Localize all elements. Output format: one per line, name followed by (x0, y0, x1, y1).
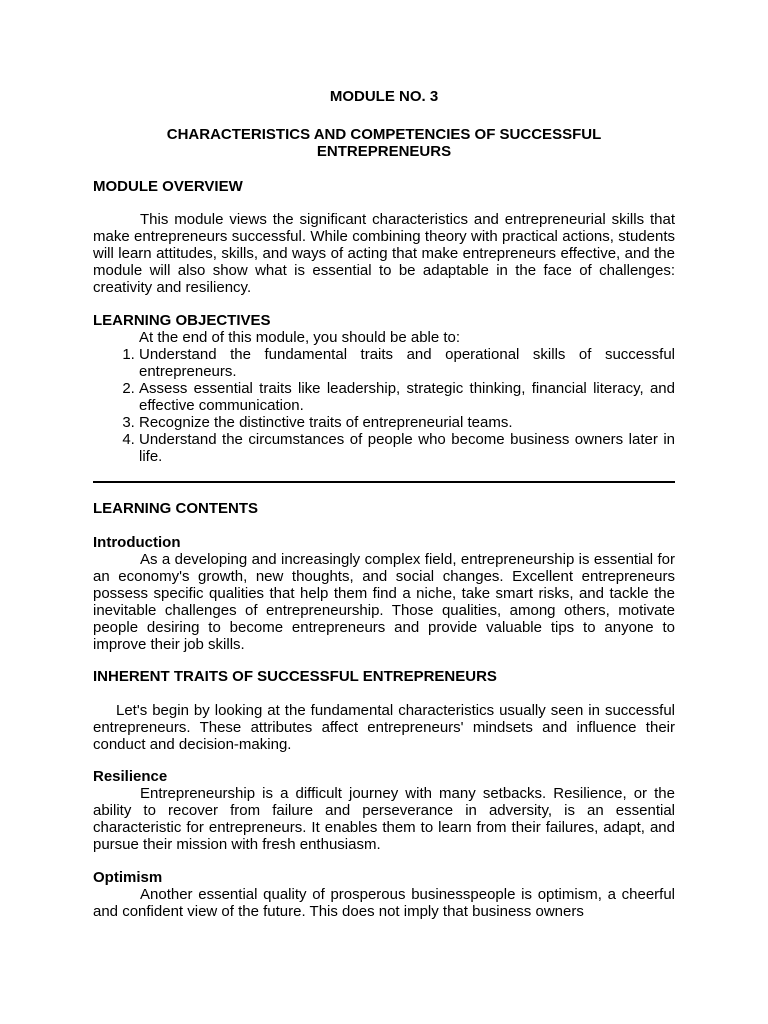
traits-body: Let's begin by looking at the fundamental characteristics usually seen in successful entrepreneurs. These attributes affect entrepreneurs' mindsets and influence their conduct and decision-making. (93, 702, 675, 753)
module-title-line2: ENTREPRENEURS (316, 143, 452, 160)
objectives-block (93, 329, 675, 465)
contents-heading: LEARNING CONTENTS (93, 500, 258, 517)
traits-heading: INHERENT TRAITS OF SUCCESSFUL ENTREPRENEURS (93, 668, 497, 685)
optimism-heading: Optimism (93, 869, 163, 886)
resilience-heading: Resilience (93, 768, 168, 785)
objective-item: 2. Assess essential traits like leadership, strategic thinking, financial literacy, and effective communication. (139, 380, 675, 414)
resilience-body: Entrepreneurship is a difficult journey with many setbacks. Resilience, or the ability to recover from failure and perseverance in adversity, is an essential characteristic for entrepreneurs. It enables them to learn from their failures, adapt, and pursue their mission with fresh enthusiasm. (93, 785, 675, 853)
overview-body: This module views the significant characteristics and entrepreneurial skills that make entrepreneurs successful. While combining theory with practical actions, students will learn attitudes, skills, and ways of acting that make entrepreneurs effective, and the module will also show what is essential to be adaptable in the face of challenges: creativity and resiliency. (93, 211, 675, 296)
introduction-body: As a developing and increasingly complex field, entrepreneurship is essential for an economy's growth, new thoughts, and social changes. Excellent entrepreneurs possess specific qualities that help them find a niche, take smart risks, and tackle the inevitable challenges of entrepreneurship. Those qualities, among others, motivate people desiring to become entrepreneurs and provide valuable tips to anyone to improve their job skills. (93, 551, 675, 653)
objectives-intro: At the end of this module, you should be able to: (139, 329, 461, 346)
module-number: MODULE NO. 3 (329, 88, 439, 105)
module-title (93, 126, 675, 160)
section-divider (93, 481, 675, 483)
objectives-list (93, 346, 675, 465)
module-title-line1: CHARACTERISTICS AND COMPETENCIES OF SUCCESSFUL (166, 126, 602, 143)
objective-item: 3. Recognize the distinctive traits of entrepreneurial teams. (139, 414, 675, 431)
objective-item: 4. Understand the circumstances of people who become business owners later in life. (139, 431, 675, 465)
overview-heading: MODULE OVERVIEW (93, 178, 243, 195)
objective-item: 1. Understand the fundamental traits and operational skills of successful entrepreneurs. (139, 346, 675, 380)
introduction-heading: Introduction (93, 534, 181, 551)
optimism-body: Another essential quality of prosperous businesspeople is optimism, a cheerful and confident view of the future. This does not imply that business owners (93, 886, 675, 920)
objectives-heading: LEARNING OBJECTIVES (93, 312, 271, 329)
